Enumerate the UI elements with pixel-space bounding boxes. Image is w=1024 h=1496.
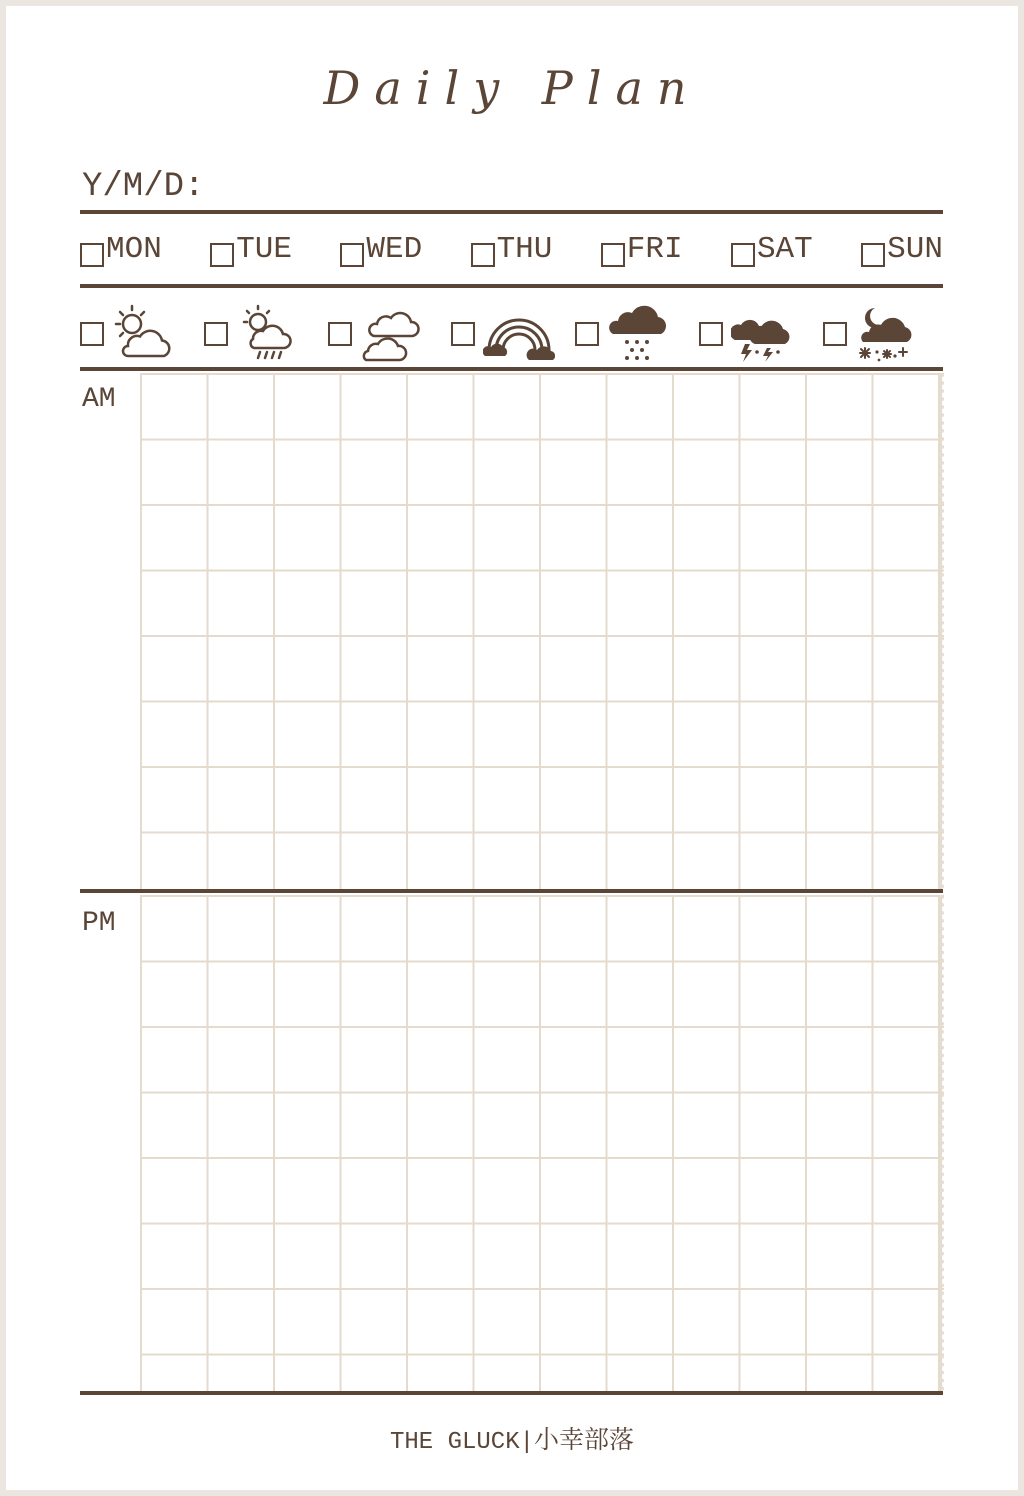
planner-page xyxy=(6,6,1018,1490)
weekday-label: WED xyxy=(366,231,423,267)
rain-icon xyxy=(607,304,669,364)
am-label: AM xyxy=(82,384,116,415)
date-field-label: Y/M/D: xyxy=(82,168,205,206)
snow-night-icon xyxy=(855,304,917,364)
sat-checkbox[interactable] xyxy=(731,243,755,267)
weekday-thu xyxy=(471,224,553,274)
weather-option xyxy=(451,301,571,367)
weather-option xyxy=(699,301,819,367)
weather-checkbox[interactable] xyxy=(80,322,104,346)
partly-sunny-icon xyxy=(112,304,174,364)
weekday-label: THU xyxy=(496,231,553,267)
brand-separator: | xyxy=(519,1429,534,1456)
rainbow-icon xyxy=(483,304,555,364)
divider xyxy=(80,284,943,288)
weekday-label: MON xyxy=(106,231,162,267)
divider xyxy=(80,210,943,214)
weekday-row xyxy=(80,224,943,274)
tue-checkbox[interactable] xyxy=(210,243,234,267)
weekday-mon xyxy=(80,224,162,274)
weather-option xyxy=(328,301,448,367)
am-pm-divider xyxy=(80,889,943,893)
weather-option xyxy=(80,301,200,367)
sun-rain-icon xyxy=(236,304,298,364)
mon-checkbox[interactable] xyxy=(80,243,104,267)
divider xyxy=(80,1391,943,1395)
wed-checkbox[interactable] xyxy=(340,243,364,267)
weather-checkbox[interactable] xyxy=(451,322,475,346)
weekday-label: FRI xyxy=(626,231,683,267)
thu-checkbox[interactable] xyxy=(471,243,495,267)
weekday-fri xyxy=(601,224,683,274)
fri-checkbox[interactable] xyxy=(601,243,625,267)
weather-checkbox[interactable] xyxy=(328,322,352,346)
brand-name: THE GLUCK xyxy=(389,1429,520,1456)
weekday-sun xyxy=(861,224,943,274)
weather-checkbox[interactable] xyxy=(699,322,723,346)
weather-option xyxy=(204,301,324,367)
weather-checkbox[interactable] xyxy=(823,322,847,346)
weather-option xyxy=(823,301,943,367)
weekday-tue xyxy=(210,224,292,274)
thunderstorm-icon xyxy=(731,304,793,364)
weekday-label: SAT xyxy=(756,231,813,267)
weather-checkbox[interactable] xyxy=(204,322,228,346)
pm-grid[interactable] xyxy=(140,895,944,1391)
weather-row xyxy=(80,301,943,367)
pm-label: PM xyxy=(82,908,116,939)
weekday-wed xyxy=(340,224,422,274)
cloudy-icon xyxy=(360,304,422,364)
footer-brand xyxy=(6,1420,1018,1456)
divider xyxy=(80,367,943,371)
weekday-label: SUN xyxy=(887,231,943,267)
sun-checkbox[interactable] xyxy=(861,243,885,267)
weekday-sat xyxy=(731,224,813,274)
weather-option xyxy=(575,301,695,367)
weather-checkbox[interactable] xyxy=(575,322,599,346)
am-grid[interactable] xyxy=(140,373,944,889)
weekday-label: TUE xyxy=(236,231,292,267)
page-title: Daily Plan xyxy=(323,61,701,115)
brand-name-cjk: 小幸部落 xyxy=(534,1425,635,1454)
